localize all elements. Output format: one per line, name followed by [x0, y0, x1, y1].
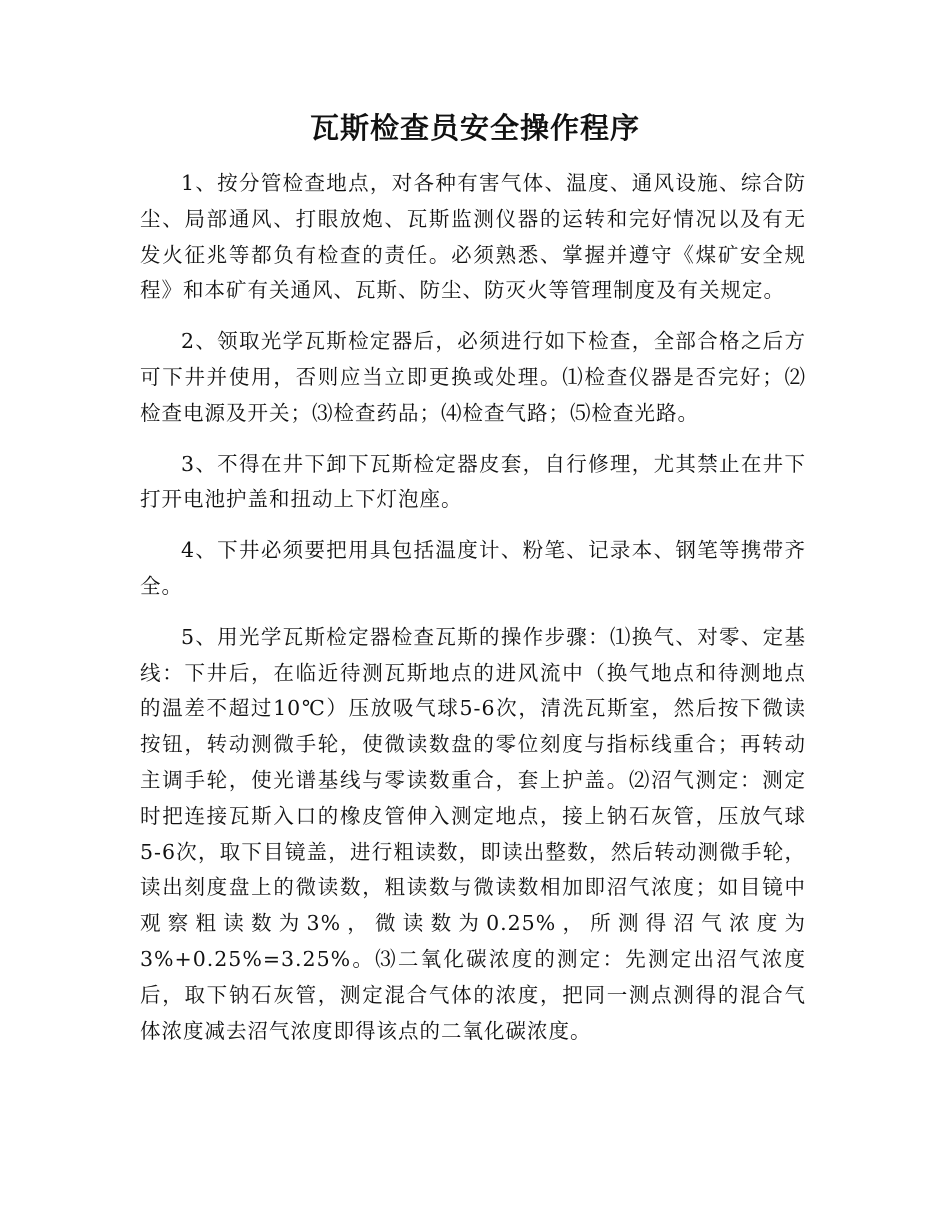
paragraph-3: 3、不得在井下卸下瓦斯检定器皮套，自行修理，尤其禁止在井下打开电池护盖和扭动上下灯泡座。: [140, 451, 806, 512]
document-title: 瓦斯检查员安全操作程序: [309, 111, 640, 145]
paragraph-4: 4、下井必须要把用具包括温度计、粉笔、记录本、钢笔等携带齐全。: [140, 538, 806, 598]
paragraph-5: 5、用光学瓦斯检定器检查瓦斯的操作步骤：⑴换气、对零、定基线：下井后，在临近待测瓦斯地点的进风流中（换气地点和待测地点的温差不超过10℃）压放吸气球5-6次，清洗瓦斯室，然后按下微读按钮，转动测微手轮，使微读数盘的零位刻度与指标线重合；再转动主调手轮，使光谱基线与零读数重合，套上护盖。⑵沼气测定：测定时把连接瓦斯入口的橡皮管伸入测定地点，接上钠石灰管，压放气球5-6次，取下目镜盖，进行粗读数，即读出整数，然后转动测微手轮，读出刻度盘上的微读数，粗读数与微读数相加即沼气浓度；如目镜中观察粗读数为3%，微读数为0.25%，所测得沼气浓度为3%+0.25%=3.25%。⑶二氧化碳浓度的测定：先测定出沼气浓度后，取下钠石灰管，测定混合气体的浓度，把同一测点测得的混合气体浓度减去沼气浓度即得该点的二氧化碳浓度。: [140, 624, 806, 1043]
paragraph-2: 2、领取光学瓦斯检定器后，必须进行如下检查，全部合格之后方可下井并使用，否则应当立即更换或处理。⑴检查仪器是否完好；⑵检查电源及开关；⑶检查药品；⑷检查气路；⑸检查光路。: [140, 329, 806, 425]
document-body: [140, 166, 806, 1064]
paragraph-1: 1、按分管检查地点，对各种有害气体、温度、通风设施、综合防尘、局部通风、打眼放炮、瓦斯监测仪器的运转和完好情况以及有无发火征兆等都负有检查的责任。必须熟悉、掌握并遵守《煤矿安全规程》和本矿有关通风、瓦斯、防尘、防灭火等管理制度及有关规定。: [140, 171, 806, 303]
